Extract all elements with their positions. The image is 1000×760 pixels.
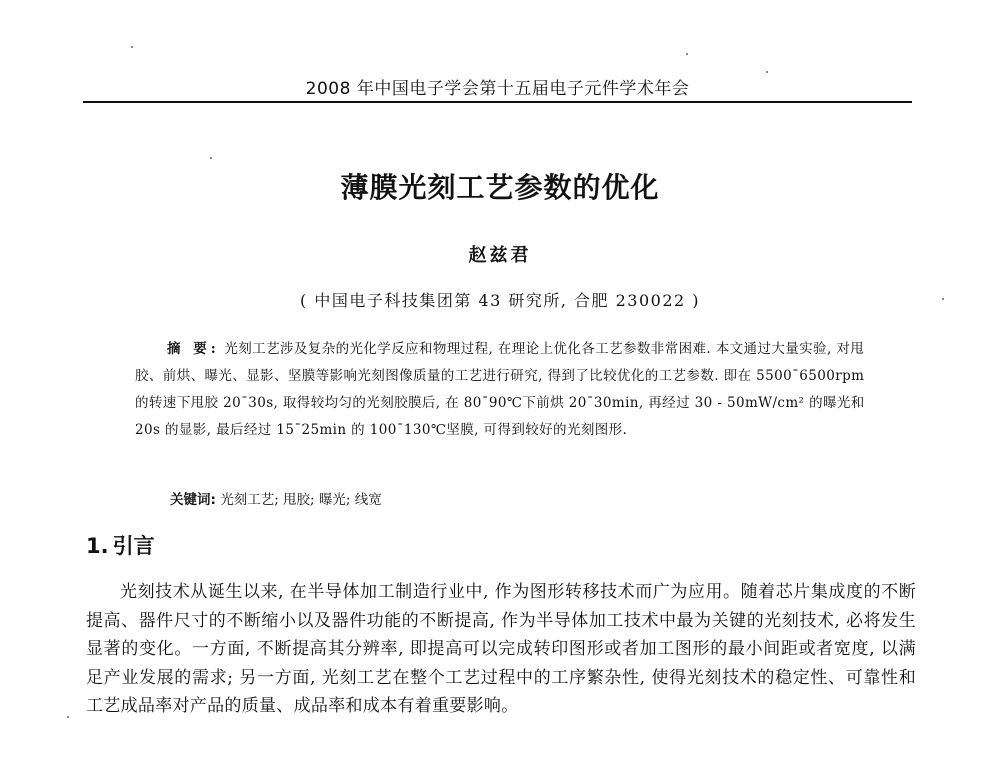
author-affiliation: ( 中国电子科技集团第 43 研究所, 合肥 230022 ) bbox=[299, 291, 701, 310]
section-number: 1. bbox=[86, 534, 109, 558]
scan-speck bbox=[131, 46, 133, 48]
scan-speck bbox=[942, 298, 944, 300]
abstract-label: 摘 要: bbox=[167, 341, 220, 357]
keywords-block bbox=[170, 489, 870, 511]
scan-speck bbox=[686, 53, 688, 55]
scan-speck bbox=[67, 716, 69, 718]
scan-speck bbox=[766, 71, 768, 73]
keywords-text: 光刻工艺; 甩胶; 曝光; 线宽 bbox=[220, 492, 382, 508]
scan-speck bbox=[210, 157, 212, 159]
introduction-paragraph: 光刻技术从诞生以来, 在半导体加工制造行业中, 作为图形转移技术而广为应用。随着芯片集成度的不断提高、器件尺寸的不断缩小以及器件功能的不断提高, 作为半导体加工技术中最为关键的光刻技术, 必将发生显著的变化。一方面, 不断提高其分辨率, 即提高可以完成转印图形或者加工图形的最小间距或者宽度, 以满足产业发展的需求; 另一方面, 光刻工艺在整个工艺过程中的工序繁杂性, 使得光刻技术的稳定性、可靠性和工艺成品率对产品的质量、成品率和成本有着重要影响。 bbox=[86, 582, 916, 716]
section-title: 引言 bbox=[112, 534, 155, 558]
abstract-block bbox=[135, 336, 865, 444]
section-heading-introduction bbox=[86, 530, 155, 560]
abstract-text: 光刻工艺涉及复杂的光化学反应和物理过程, 在理论上优化各工艺参数非常困难. 本文通过大量实验, 对甩胶、前烘、曝光、显影、坚膜等影响光刻图像质量的工艺进行研究, 得到了比较优化的工艺参数. 即在 5500¯6500rpm 的转速下甩胶 20¯30s, 取得较均匀的光刻胶膜后, 在 80¯90℃下前烘 20¯30min, 再经过 30 - 50mW/cm² 的曝光和 20s 的显影, 最后经过 15¯25min 的 100¯130℃坚膜, 可得到较好的光刻图形. bbox=[135, 341, 865, 438]
header-rule bbox=[83, 101, 912, 103]
paper-title: 薄膜光刻工艺参数的优化 bbox=[340, 171, 660, 204]
author-name: 赵兹君 bbox=[468, 245, 532, 266]
keywords-label: 关键词: bbox=[170, 492, 216, 508]
conference-header: 2008 年中国电子学会第十五届电子元件学术年会 bbox=[305, 79, 690, 99]
